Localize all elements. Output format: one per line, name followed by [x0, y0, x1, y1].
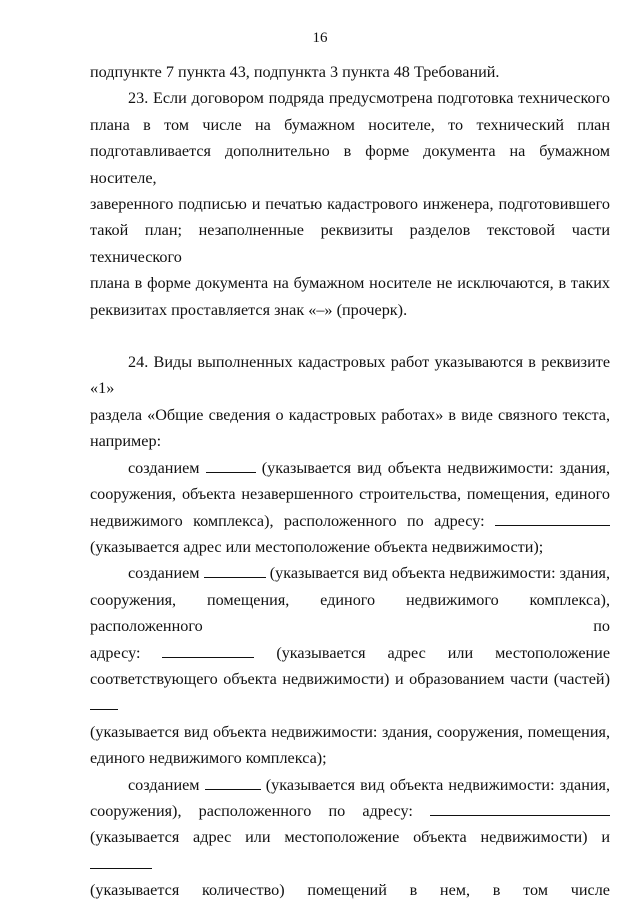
text-line — [90, 640, 610, 666]
text-line — [90, 877, 610, 903]
text-line-content: (указывается вид объекта недвижимости: здания, — [265, 775, 611, 794]
text-line — [90, 112, 610, 138]
text-line-content: сооружения), расположенного по адресу: — [90, 801, 413, 820]
example-line — [90, 772, 610, 798]
text-line-content: подпункте 7 пункта 43, подпункта 3 пункта 48 Требований. — [90, 63, 500, 81]
text-line-content: (указывается количество) помещений в нем, в том числе — [90, 881, 610, 900]
text-line-content: такой план; незаполненные реквизиты разделов текстовой части технического — [90, 221, 610, 266]
example-line — [90, 560, 610, 586]
text-line — [90, 745, 610, 771]
text-line — [90, 798, 610, 824]
fill-in-blank — [495, 511, 610, 526]
text-line — [90, 217, 610, 270]
text-line-content: (указывается вид объекта недвижимости: здания, — [261, 458, 611, 477]
text-line-content: (указывается адрес или местоположение объекта недвижимости); — [90, 537, 544, 556]
text-line-content: 23. Если договором подряда предусмотрена подготовка технического — [128, 89, 610, 108]
text-line — [90, 666, 610, 719]
fill-in-blank — [205, 775, 261, 790]
example-line — [90, 455, 610, 481]
text-line-content: (указывается адрес или местоположение объекта недвижимости) и — [90, 828, 610, 847]
text-line-content: 24. Виды выполненных кадастровых работ указываются в реквизите «1» — [90, 353, 610, 398]
text-line — [90, 59, 610, 85]
text-line — [90, 297, 610, 323]
text-line — [90, 270, 610, 296]
fill-in-blank — [90, 695, 118, 710]
document-body — [90, 59, 610, 904]
text-line — [90, 138, 610, 191]
fill-in-blank — [90, 854, 152, 869]
text-line-content: реквизитах проставляется знак «–» (прочерк). — [90, 300, 408, 319]
text-line-content: плана в том числе на бумажном носителе, то технический план — [90, 115, 610, 134]
text-line-content: (указывается вид объекта недвижимости: здания, сооружения, помещения, — [90, 722, 610, 741]
paragraph-23-line — [90, 85, 610, 111]
text-line — [90, 428, 610, 454]
text-line-content: заверенного подписью и печатью кадастрового инженера, подготовившего — [90, 195, 610, 214]
text-line-content: созданием — [128, 564, 200, 583]
text-line-content: сооружения, объекта незавершенного строительства, помещения, единого — [90, 485, 610, 504]
text-line-content: плана в форме документа на бумажном носителе не исключаются, в таких — [90, 274, 610, 293]
text-line-content: сооружения, помещения, единого недвижимого комплекса), расположенного по — [90, 590, 610, 636]
text-line — [90, 534, 610, 560]
text-line-content: недвижимого комплекса), расположенного по адресу: — [90, 511, 485, 530]
text-line-content: адресу: — [90, 643, 141, 662]
paragraph-24-line — [90, 349, 610, 402]
text-line — [90, 587, 610, 640]
text-line-content: созданием — [128, 775, 200, 794]
text-line-content: например: — [90, 432, 162, 451]
text-line — [90, 719, 610, 745]
text-line-content: соответствующего объекта недвижимости) и образованием части (частей) — [90, 669, 610, 688]
text-line-content: (указывается адрес или местоположение — [276, 643, 611, 662]
text-line-content: созданием — [128, 458, 200, 477]
text-line-content: (указывается вид объекта недвижимости: здания, — [269, 564, 611, 583]
fill-in-blank — [162, 643, 254, 658]
fill-in-blank — [204, 563, 266, 578]
text-line — [90, 824, 610, 877]
page-number: 16 — [312, 30, 328, 46]
text-line — [90, 402, 610, 428]
text-line-content: раздела «Общие сведения о кадастровых работах» в виде связного текста, — [90, 405, 610, 424]
fill-in-blank — [430, 801, 610, 816]
text-line — [90, 508, 610, 534]
text-line — [90, 481, 610, 507]
text-line — [90, 191, 610, 217]
text-line-content: единого недвижимого комплекса); — [90, 749, 327, 768]
fill-in-blank — [206, 458, 256, 473]
text-line-content: подготавливается дополнительно в форме документа на бумажном носителе, — [90, 142, 610, 187]
